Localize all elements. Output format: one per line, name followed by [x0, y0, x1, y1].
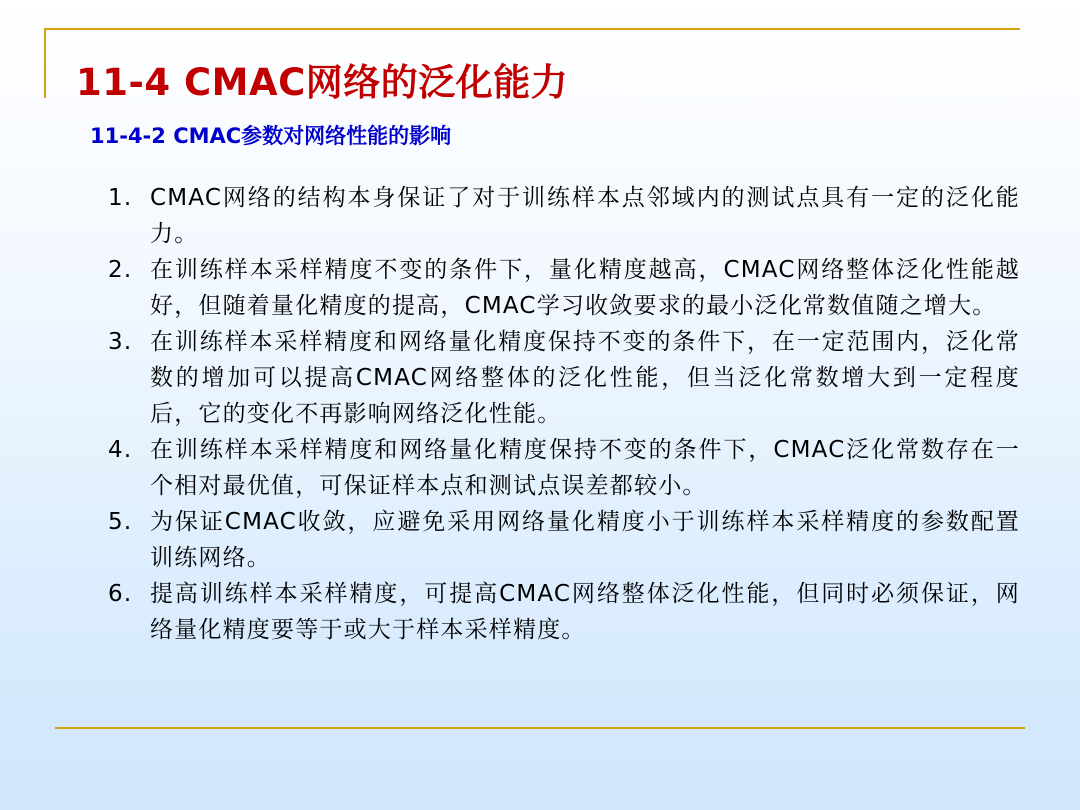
item-text: 在训练样本采样精度不变的条件下，量化精度越高，CMAC网络整体泛化性能越好，但随着量化精度的提高，CMAC学习收敛要求的最小泛化常数值随之增大。: [150, 257, 1020, 319]
list-item-2: [108, 252, 1020, 324]
item-text: 在训练样本采样精度和网络量化精度保持不变的条件下，在一定范围内，泛化常数的增加可以提高CMAC网络整体的泛化性能，但当泛化常数增大到一定程度后，它的变化不再影响网络泛化性能。: [150, 329, 1020, 427]
item-text: 提高训练样本采样精度，可提高CMAC网络整体泛化性能，但同时必须保证，网络量化精度要等于或大于样本采样精度。: [150, 581, 1020, 643]
item-number: 1.: [108, 185, 133, 211]
item-number: 3.: [108, 329, 133, 355]
item-text: 为保证CMAC收敛，应避免采用网络量化精度小于训练样本采样精度的参数配置训练网络。: [150, 509, 1020, 571]
section-subtitle: 11-4-2 CMAC参数对网络性能的影响: [90, 124, 452, 148]
list-item-6: [108, 576, 1020, 648]
item-text: 在训练样本采样精度和网络量化精度保持不变的条件下，CMAC泛化常数存在一个相对最优值，可保证样本点和测试点误差都较小。: [150, 437, 1020, 499]
top-rule: [44, 28, 1020, 30]
list-item-4: [108, 432, 1020, 504]
bottom-rule: [55, 727, 1025, 729]
item-number: 6.: [108, 581, 133, 607]
left-rule: [44, 28, 46, 98]
list-item-1: [108, 180, 1020, 252]
item-number: 4.: [108, 437, 133, 463]
item-number: 2.: [108, 257, 133, 283]
list-item-3: [108, 324, 1020, 432]
findings-list: [108, 180, 1020, 648]
list-item-5: [108, 504, 1020, 576]
item-text: CMAC网络的结构本身保证了对于训练样本点邻域内的测试点具有一定的泛化能力。: [150, 185, 1020, 247]
item-number: 5.: [108, 509, 133, 535]
page-title: 11-4 CMAC网络的泛化能力: [76, 61, 569, 104]
